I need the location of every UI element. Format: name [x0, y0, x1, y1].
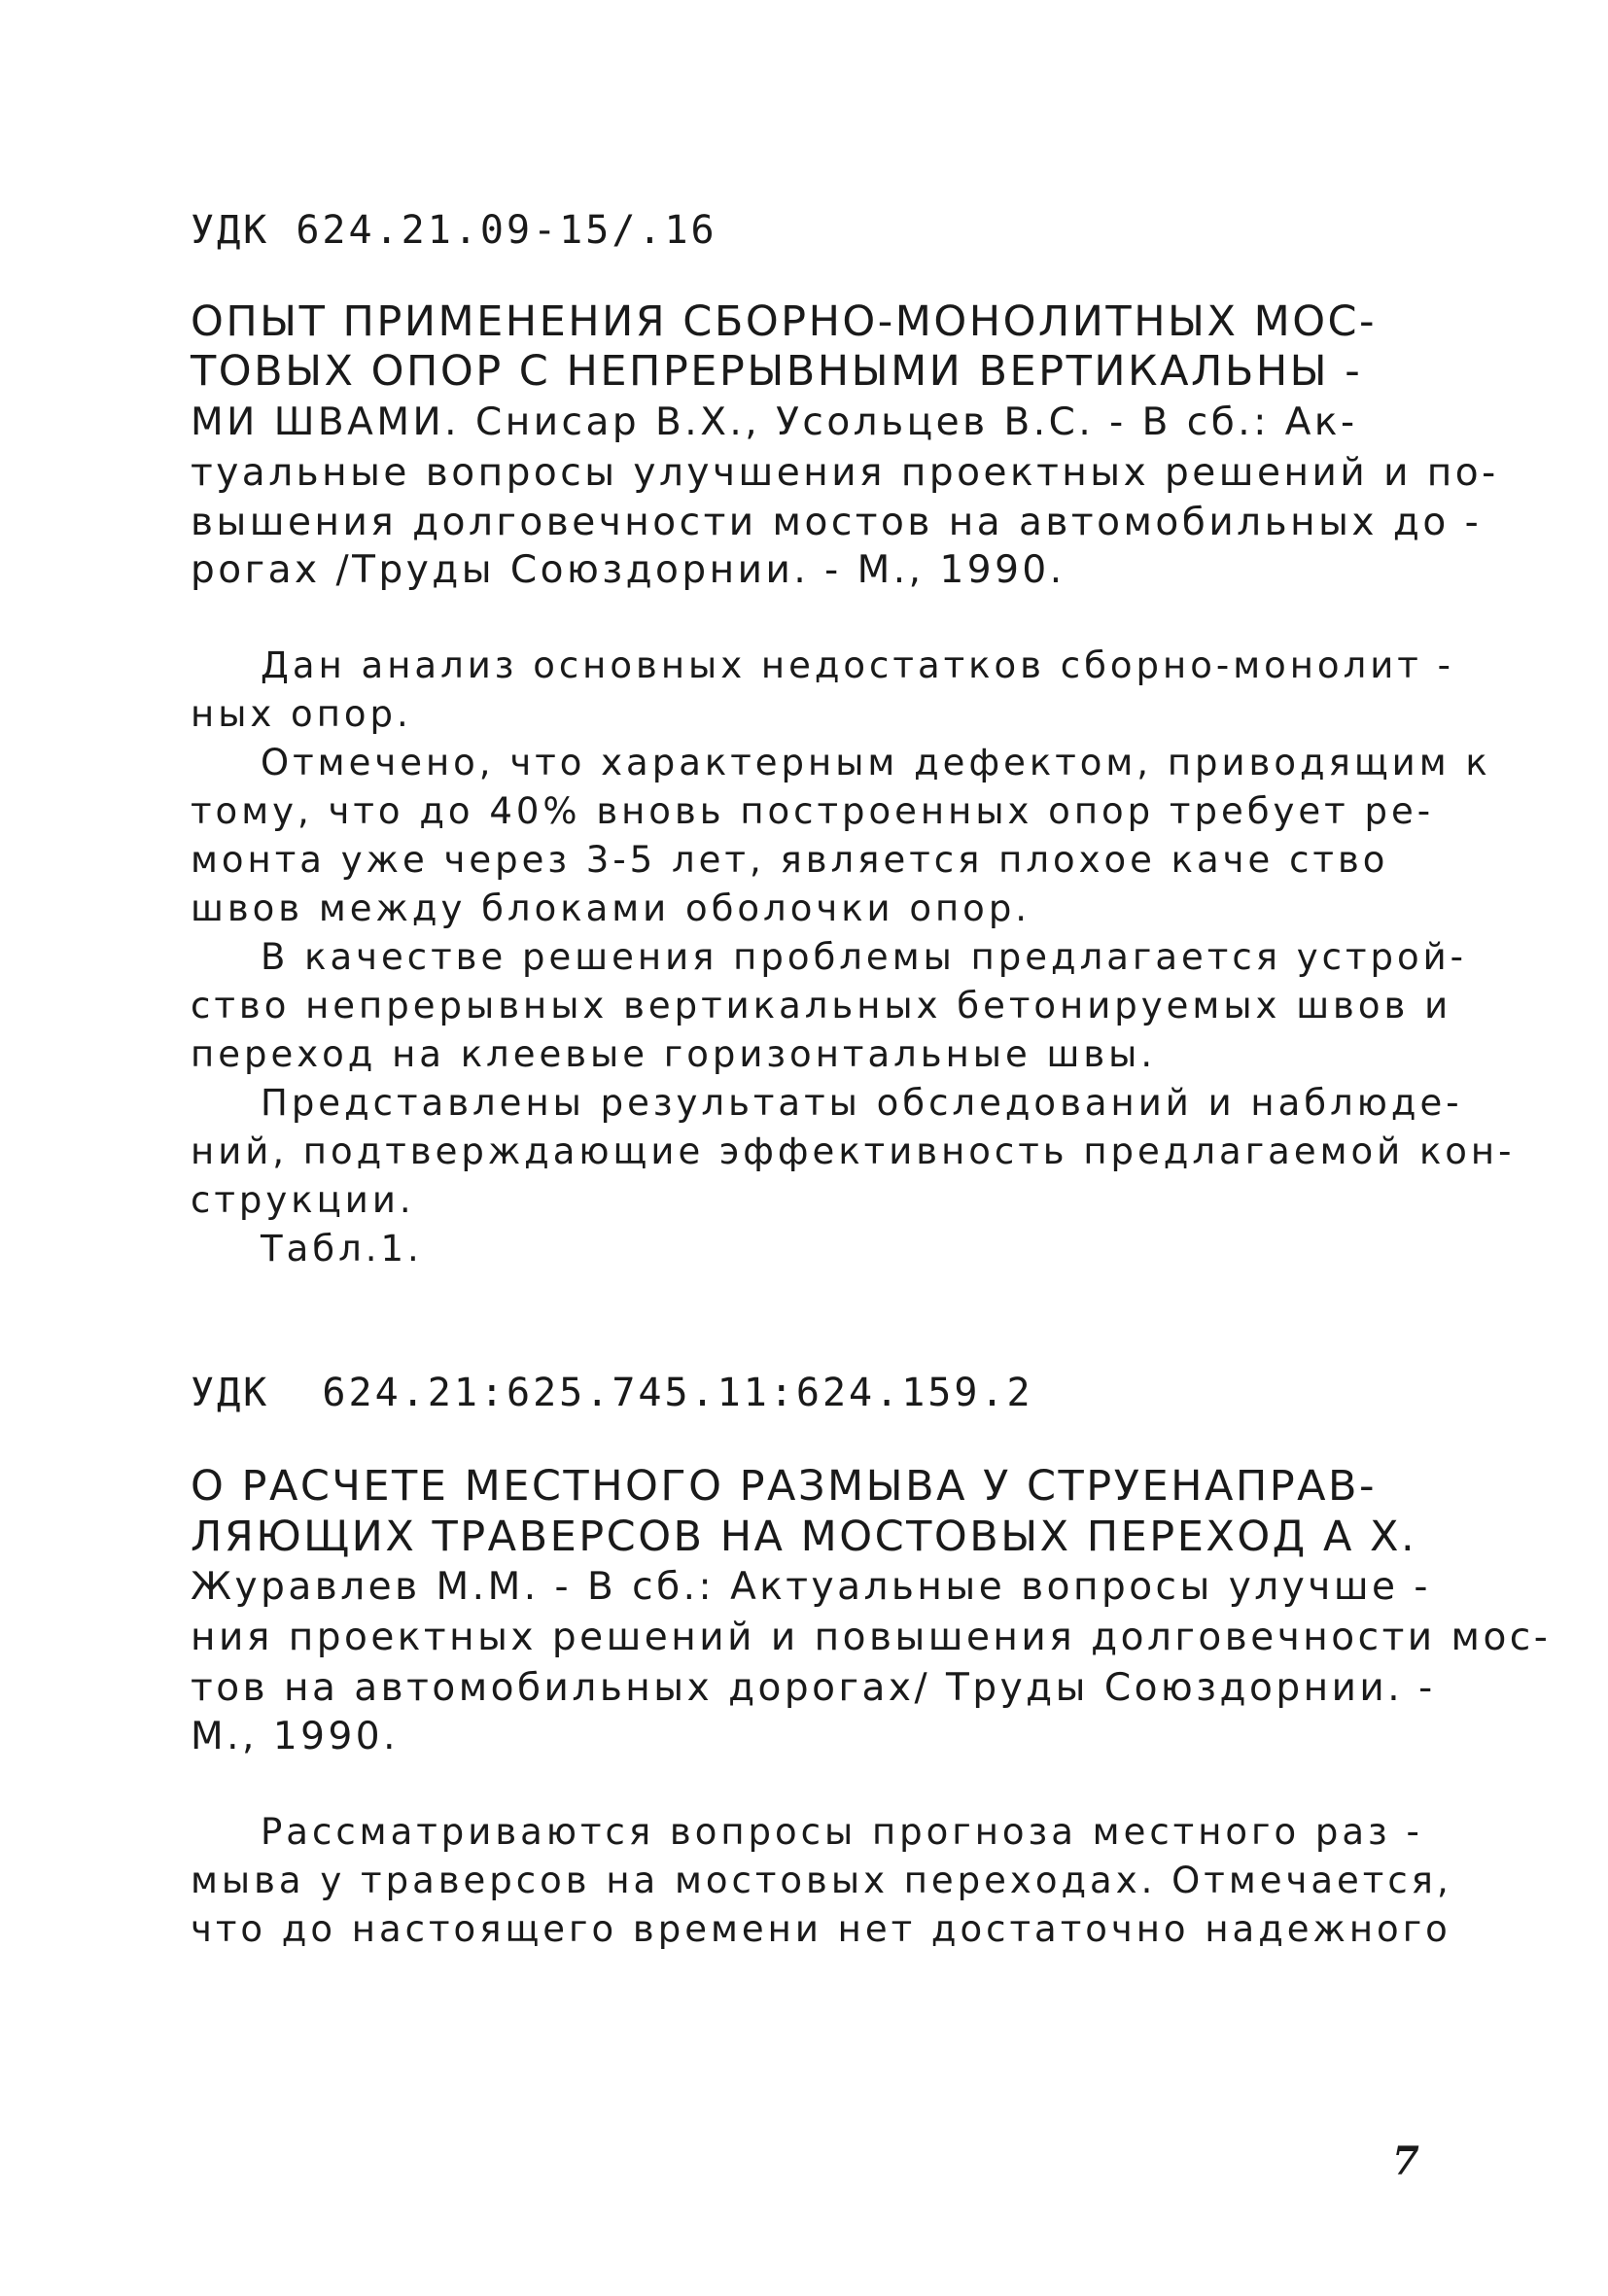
entry2-title-line-1: О РАСЧЕТЕ МЕСТНОГО РАЗМЫВА У СТРУЕНАПРАВ- — [191, 1462, 1378, 1511]
entry1-title-line-2: ТОВЫХ ОПОР С НЕПРЕРЫВНЫМИ ВЕРТИКАЛЬНЫ - — [191, 347, 1363, 396]
entry1-abstract-line-8: ство непрерывных вертикальных бетонируемых швов и — [191, 985, 1452, 1026]
entry1-abstract-line-4: тому, что до 40% вновь построенных опор требует ре- — [191, 790, 1435, 832]
entry1-abstract-line-1: Дан анализ основных недостатков сборно-монолит - — [261, 644, 1454, 686]
entry1-abstract-line-9: переход на клеевые горизонтальные швы. — [191, 1033, 1157, 1075]
udk-code-2: УДК 624.21:625.745.11:624.159.2 — [191, 1371, 1033, 1415]
entry2-title-line-2: ЛЯЮЩИХ ТРАВЕРСОВ НА МОСТОВЫХ ПЕРЕХОД А Х. — [191, 1513, 1417, 1561]
entry1-abstract-line-11: ний, подтверждающие эффективность предлагаемой кон- — [191, 1131, 1516, 1172]
entry1-abstract-line-6: швов между блоками оболочки опор. — [191, 887, 1031, 929]
entry1-reference-line-4: рогах /Труды Союздорнии. - М., 1990. — [191, 548, 1066, 592]
entry2-abstract-line-3: что до настоящего времени нет достаточно надежного — [191, 1908, 1451, 1950]
entry1-abstract-line-7: В качестве решения проблемы предлагается устрой- — [261, 936, 1468, 978]
entry1-abstract-line-5: монта уже через 3-5 лет, является плохое каче ство — [191, 839, 1389, 881]
entry1-reference-line-1: МИ ШВАМИ. Снисар В.Х., Усольцев В.С. - В сб.: Ак- — [191, 400, 1358, 444]
entry2-reference-line-1: Журавлев М.М. - В сб.: Актуальные вопросы улучше - — [191, 1565, 1431, 1609]
entry2-reference-line-2: ния проектных решений и повышения долговечности мос- — [191, 1616, 1552, 1659]
entry1-abstract-line-12: струкции. — [191, 1179, 415, 1221]
entry1-abstract-line-10: Представлены результаты обследований и наблюде- — [261, 1082, 1463, 1124]
entry1-table-count: Табл.1. — [261, 1228, 423, 1270]
page-number: 7 — [1392, 2139, 1419, 2184]
entry2-reference-line-3: тов на автомобильных дорогах/ Труды Союздорнии. - — [191, 1666, 1436, 1710]
entry2-reference-line-4: М., 1990. — [191, 1715, 399, 1758]
udk-code-1: УДК 624.21.09-15/.16 — [191, 208, 717, 253]
entry2-abstract-line-2: мыва у траверсов на мостовых переходах. Отмечается, — [191, 1860, 1452, 1901]
entry1-reference-line-3: вышения долговечности мостов на автомобильных до - — [191, 501, 1483, 544]
entry1-abstract-line-2: ных опор. — [191, 693, 412, 735]
entry1-abstract-line-3: Отмечено, что характерным дефектом, приводящим к — [261, 742, 1491, 783]
entry1-reference-line-2: туальные вопросы улучшения проектных решений и по- — [191, 451, 1499, 495]
entry2-abstract-line-1: Рассматриваются вопросы прогноза местного раз - — [261, 1811, 1423, 1853]
entry1-title-line-1: ОПЫТ ПРИМЕНЕНИЯ СБОРНО-МОНОЛИТНЫХ МОС- — [191, 297, 1378, 346]
